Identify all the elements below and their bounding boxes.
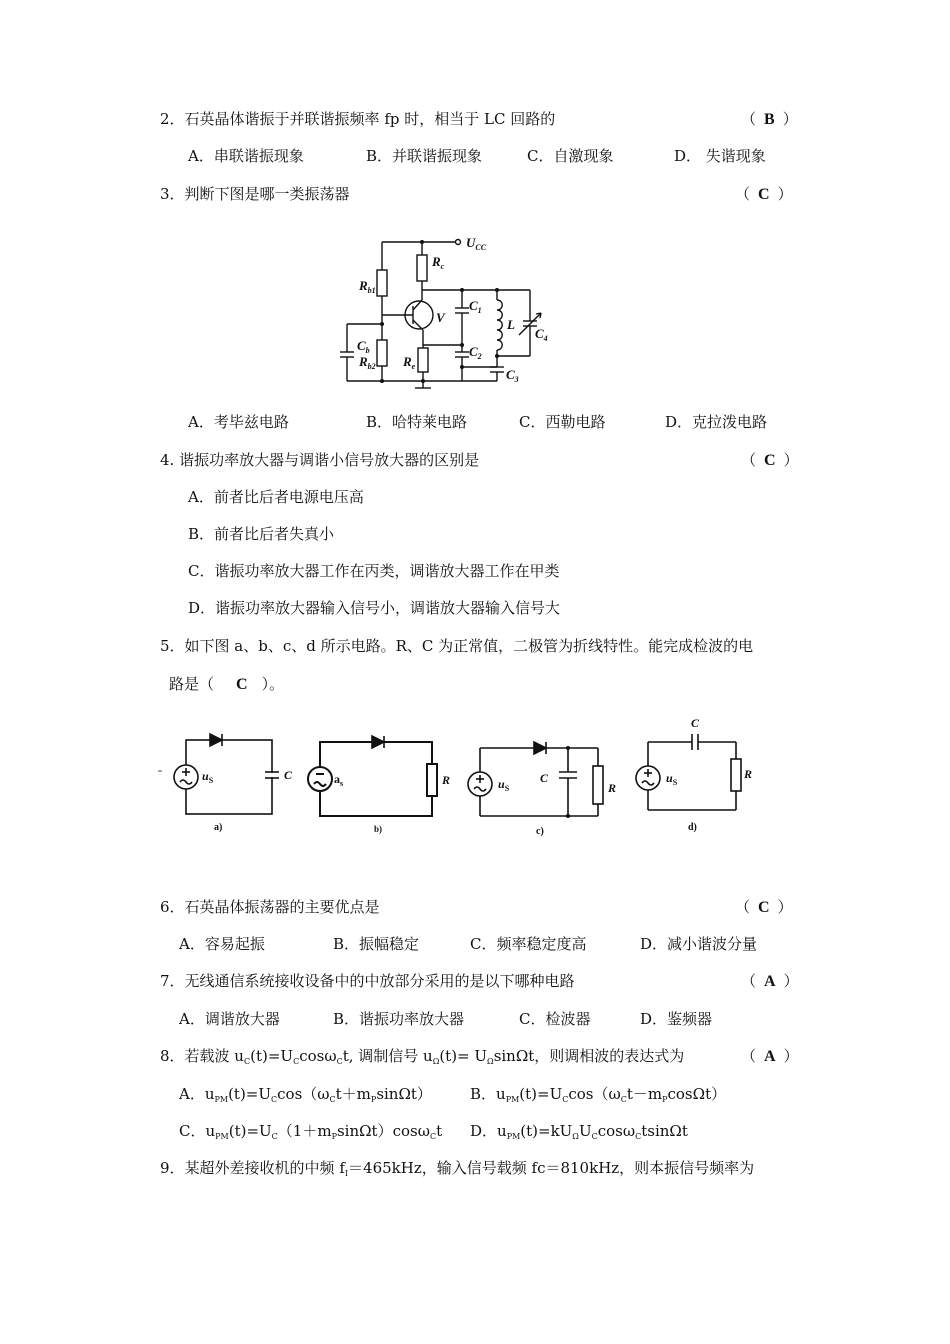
paren-open: （ (741, 110, 757, 128)
paren-open: （ (735, 185, 751, 203)
q7-answer: A (764, 973, 776, 990)
q6-option-b: B．振幅稳定 (333, 935, 420, 953)
circuit-c-caption: c) (536, 826, 544, 837)
paren-close: ） (777, 898, 793, 916)
q2-stem: 2．石英晶体谐振于并联谐振频率 fp 时，相当于 LC 回路的 (160, 110, 556, 128)
paren-close: ） (783, 972, 799, 990)
c1-label: $C_1$ (469, 298, 482, 315)
l-label: L (507, 317, 515, 332)
paren-close: ） (783, 1047, 799, 1065)
cb-label: $C_b$ (357, 338, 370, 355)
q3-option-b: B．哈特莱电路 (366, 413, 468, 431)
circuit-c-source-label: $u_S$ (498, 777, 510, 793)
q5-answer: C (236, 676, 248, 693)
q4-option-c: C．谐振功率放大器工作在丙类，调谐放大器工作在甲类 (188, 562, 560, 580)
q3-option-a: A．考毕兹电路 (188, 413, 289, 431)
q2-option-d: D． 失谐现象 (674, 147, 766, 165)
v-label: V (436, 310, 445, 325)
circuit-b-caption: b) (374, 824, 383, 834)
q7-option-a: A．调谐放大器 (179, 1010, 280, 1028)
q3-option-c: C．西勒电路 (519, 413, 606, 431)
q5-stem-line2 (169, 674, 284, 695)
c3-label: $C_3$ (506, 367, 519, 384)
q5-stem-post: ）。 (261, 675, 285, 693)
q8-stem: 8．若载波 $u_C(t)=U_C\cos\omega_Ct$, 调制信号 $u_\Omega(t)= U_\Omega\sin\Omega t$，则调相波的表达式为 (160, 1047, 685, 1066)
ucc-label: $U_{CC}$ (466, 235, 487, 252)
c4-label: $C_4$ (535, 326, 548, 343)
q7-answer-bracket (741, 971, 799, 992)
circuit-c-r-label: R (608, 781, 617, 795)
q8-option-d: D．$u_{PM}(t)=kU_\Omega U_C\cos\omega_Ctsin\Omega t$ (470, 1122, 688, 1141)
circuit-c-c-label: C (540, 771, 549, 785)
q2-answer: B (764, 111, 775, 128)
q5-circuit-d (628, 712, 778, 837)
paren-close: ） (783, 451, 799, 469)
circuit-a-caption: a) (214, 822, 223, 833)
q6-stem: 6．石英晶体振荡器的主要优点是 (160, 898, 380, 916)
q3-oscillator-circuit (335, 228, 548, 393)
q3-answer: C (758, 186, 770, 203)
circuit-d-caption: d) (688, 822, 697, 833)
paren-close: ） (777, 185, 793, 203)
q7-option-b: B．谐振功率放大器 (333, 1010, 465, 1028)
q2-option-c: C．自激现象 (527, 147, 614, 165)
circuit-a-source-label: $u_S$ (202, 769, 214, 785)
q5-stem-line1: 5．如下图 a、b、c、d 所示电路。R、C 为正常值，二极管为折线特性。能完成检波的电 (160, 637, 754, 655)
circuit-a-c-label: C (284, 768, 293, 782)
q4-option-d: D．谐振功率放大器输入信号小，调谐放大器输入信号大 (188, 599, 561, 617)
q8-option-c: C．$u_{PM}(t)=U_C(1+m_P\sin\Omega t)\cos\omega_Ct$ (179, 1122, 443, 1141)
q2-answer-bracket (741, 109, 798, 130)
rb1-label: $R_{b1}$ (359, 278, 376, 295)
circuit-d-r-label: R (744, 767, 753, 781)
q4-answer-bracket (741, 450, 799, 471)
paren-open: （ (741, 972, 757, 990)
q3-answer-bracket (735, 184, 793, 205)
re-label: $R_e$ (403, 354, 416, 371)
circuit-b-source-label: $a_s$ (334, 772, 344, 788)
q6-option-a: A．容易起振 (179, 935, 265, 953)
q4-stem: 4. 谐振功率放大器与调谐小信号放大器的区别是 (160, 451, 480, 469)
paren-close: ） (782, 110, 798, 128)
circuit-d-source-label: $u_S$ (666, 771, 678, 787)
q8-option-b: B．$u_{PM}(t)=U_C\cos(\omega_Ct-m_P\cos\Omega t)$ (470, 1085, 727, 1104)
q9-stem: 9．某超外差接收机的中频 $f_I=465kHz$，输入信号载频 fc＝810kHz，则本振信号频率为 (160, 1159, 755, 1178)
circuit-b-r-label: R (442, 773, 451, 787)
q8-option-a: A．$u_{PM}(t)=U_C\cos(\omega_Ct+m_P\sin\Omega t)$ (179, 1085, 432, 1104)
paren-open: （ (741, 1047, 757, 1065)
q7-option-d: D．鉴频器 (640, 1010, 713, 1028)
q8-answer-bracket (741, 1046, 799, 1067)
rc-label: $R_c$ (432, 254, 445, 271)
q6-option-c: C．频率稳定度高 (470, 935, 587, 953)
q6-answer: C (758, 899, 770, 916)
q2-option-a: A．串联谐振现象 (188, 147, 304, 165)
q5-circuit-a (158, 728, 308, 838)
q7-stem: 7．无线通信系统接收设备中的中放部分采用的是以下哪种电路 (160, 972, 575, 990)
q2-option-b: B．并联谐振现象 (366, 147, 483, 165)
q8-answer: A (764, 1048, 776, 1065)
q5-circuit-c (460, 736, 620, 841)
q5-stem-pre: 路是（ (169, 675, 215, 693)
paren-open: （ (741, 451, 757, 469)
q4-answer: C (764, 452, 776, 469)
q5-circuit-b (302, 726, 462, 836)
q3-option-d: D．克拉泼电路 (665, 413, 768, 431)
q6-option-d: D．减小谐波分量 (640, 935, 758, 953)
q6-answer-bracket (735, 897, 793, 918)
q3-stem: 3．判断下图是哪一类振荡器 (160, 185, 350, 203)
q4-option-a: A．前者比后者电源电压高 (188, 488, 364, 506)
q7-option-c: C．检波器 (519, 1010, 591, 1028)
circuit-d-c-label: C (691, 716, 700, 730)
paren-open: （ (735, 898, 751, 916)
q4-option-b: B．前者比后者失真小 (188, 525, 335, 543)
c2-label: $C_2$ (469, 344, 482, 361)
rb2-label: $R_{b2}$ (359, 354, 376, 371)
